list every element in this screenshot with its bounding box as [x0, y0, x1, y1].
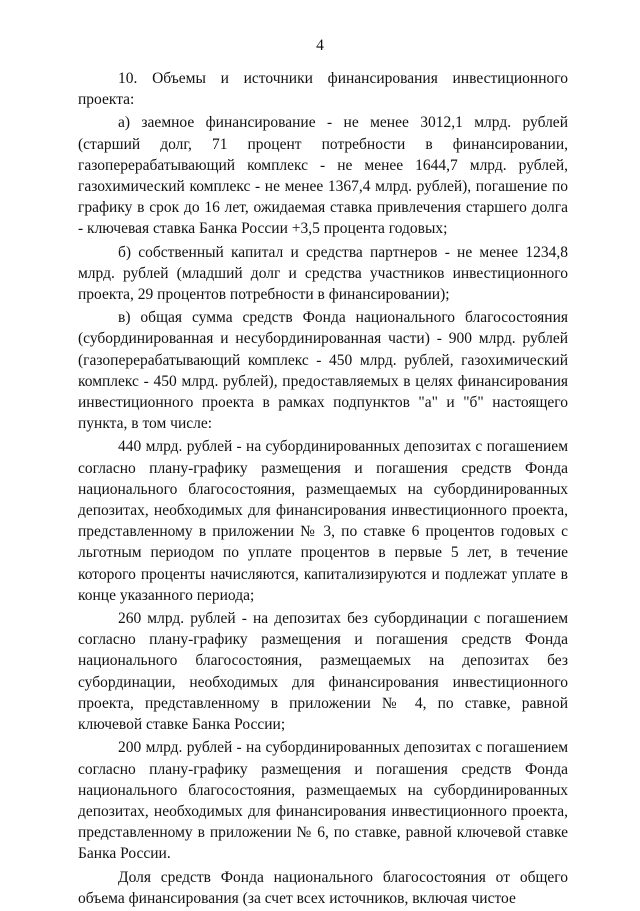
paragraph-own-capital: б) собственный капитал и средства партнеров - не менее 1234,8 млрд. рублей (младший долг и средства участников инвестиционного проекта, 29 процентов потребности в финансировании);	[78, 243, 568, 304]
paragraph-nwf-share: Доля средств Фонда национального благосостояния от общего объема финансирования (за счет всех источников, включая чистое	[78, 868, 568, 907]
document-body	[78, 68, 568, 911]
paragraph-deposits-260: 260 млрд. рублей - на депозитах без субординации с погашением согласно плану-графику размещения и погашения средств Фонда национального благосостояния, размещаемых на депозитах без субординации, необходимых для финансирования инвестиционного проекта, представленному в приложении № 4, по ставке, равной ключевой ставке Банка России;	[78, 610, 568, 734]
paragraph-loan-financing: а) заемное финансирование - не менее 3012,1 млрд. рублей (старший долг, 71 процент потребности в финансировании, газоперерабатывающий комплекс - не менее 1644,7 млрд. рублей, газохимический комплекс - не менее 1367,4 млрд. рублей), погашение по графику в срок до 16 лет, ожидаемая ставка привлечения старшего долга - ключевая ставка Банка России +3,5 процента годовых;	[78, 114, 568, 238]
paragraph-subordinated-200: 200 млрд. рублей - на субординированных депозитах с погашением согласно плану-графику размещения и погашения средств Фонда национального благосостояния, размещаемых на субординированных депозитах, необходимых для финансирования инвестиционного проекта, представленному в приложении № 6, по ставке, равной ключевой ставке Банка России.	[78, 739, 568, 863]
paragraph-subordinated-440: 440 млрд. рублей - на субординированных депозитах с погашением согласно плану-графику размещения и погашения средств Фонда национального благосостояния, размещаемых на субординированных депозитах, необходимых для финансирования инвестиционного проекта, представленному в приложении № 3, по ставке 6 процентов годовых с льготным периодом по уплате процентов в первые 5 лет, в течение которого проценты начисляются, капитализируются и подлежат уплате в конце указанного периода;	[78, 438, 568, 604]
section-heading: 10. Объемы и источники финансирования инвестиционного проекта:	[78, 70, 568, 109]
paragraph-nwf-total: в) общая сумма средств Фонда национального благосостояния (субординированная и несубординированная части) - 900 млрд. рублей (газоперерабатывающий комплекс - 450 млрд. рублей, газохимический комплекс - 450 млрд. рублей), предоставляемых в целях финансирования инвестиционного проекта в рамках подпунктов "а" и "б" настоящего пункта, в том числе:	[78, 309, 568, 433]
page-number: 4	[316, 37, 324, 54]
